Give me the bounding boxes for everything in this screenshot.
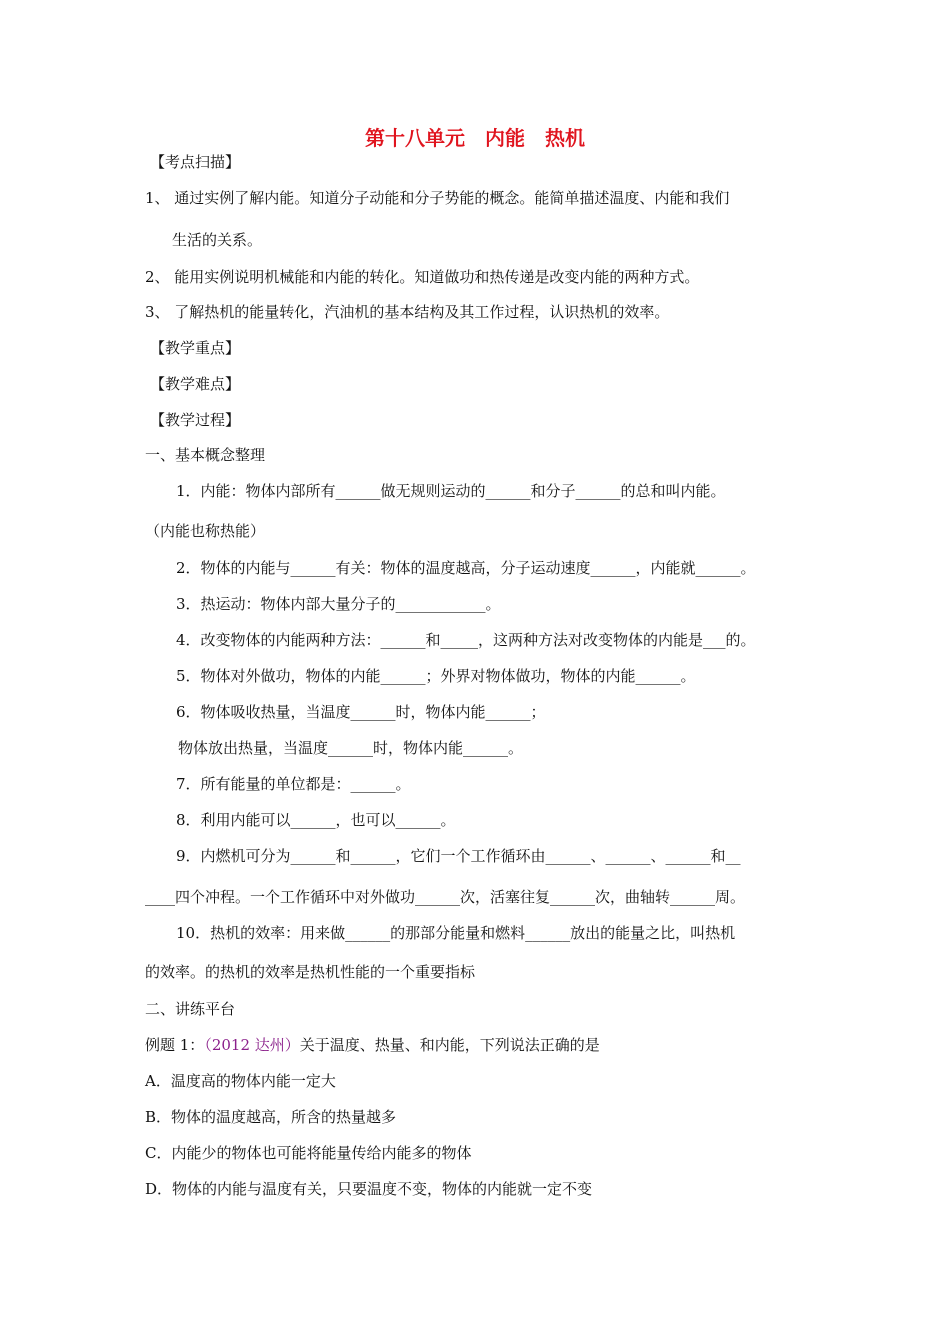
concept-item: 3．热运动：物体内部大量分子的____________。 <box>176 595 501 613</box>
option-b: B．物体的温度越高，所含的热量越多 <box>145 1108 397 1126</box>
part2-heading: 二、讲练平台 <box>145 1000 236 1018</box>
objective-2: 2、 能用实例说明机械能和内能的转化。知道做功和热传递是改变内能的两种方式。 <box>145 268 700 286</box>
page-title: 第十八单元 内能 热机 <box>365 126 585 150</box>
concept-item: 9．内燃机可分为______和______，它们一个工作循环由______、______、______和__ <box>176 847 741 865</box>
concept-item: 6．物体吸收热量，当温度______时，物体内能______； <box>176 703 546 721</box>
section-process: 【教学过程】 <box>150 411 241 429</box>
option-a: A．温度高的物体内能一定大 <box>145 1072 336 1090</box>
part1-heading: 一、基本概念整理 <box>145 446 266 464</box>
concept-item: 物体放出热量，当温度______时，物体内能______。 <box>178 739 524 757</box>
concept-item: 7．所有能量的单位都是：______。 <box>176 775 411 793</box>
concept-item: ____四个冲程。一个工作循环中对外做功______次，活塞往复______次，曲轴转______周。 <box>145 888 746 906</box>
example-question <box>145 1035 600 1055</box>
example-label: 例题 1： <box>145 1036 205 1054</box>
option-d: D．物体的内能与温度有关，只要温度不变，物体的内能就一定不变 <box>145 1180 593 1198</box>
concept-item: 4．改变物体的内能两种方法：______和_____，这两种方法对改变物体的内能是___的。 <box>176 631 756 649</box>
concept-item: （内能也称热能） <box>145 522 266 540</box>
objective-1-cont: 生活的关系。 <box>172 231 263 249</box>
option-c: C．内能少的物体也可能将能量传给内能多的物体 <box>145 1144 472 1162</box>
section-focus: 【教学重点】 <box>150 339 241 357</box>
objective-3: 3、 了解热机的能量转化，汽油机的基本结构及其工作过程，认识热机的效率。 <box>145 303 670 321</box>
example-source: （2012 达州） <box>204 1036 300 1054</box>
concept-item: 10．热机的效率：用来做______的那部分能量和燃料______放出的能量之比，叫热机 <box>176 924 736 942</box>
concept-item: 2．物体的内能与______有关：物体的温度越高，分子运动速度______，内能就______。 <box>176 559 756 577</box>
concept-item: 1．内能：物体内部所有______做无规则运动的______和分子______的总和叫内能。 <box>176 482 726 500</box>
concept-item: 8．利用内能可以______，也可以______。 <box>176 811 456 829</box>
example-text: 关于温度、热量、和内能，下列说法正确的是 <box>299 1036 600 1054</box>
objective-1: 1、 通过实例了解内能。知道分子动能和分子势能的概念。能简单描述温度、内能和我们 <box>145 189 730 207</box>
concept-item: 5．物体对外做功，物体的内能______；外界对物体做功，物体的内能______。 <box>176 667 696 685</box>
concept-item: 的效率。的热机的效率是热机性能的一个重要指标 <box>145 963 476 981</box>
section-scan: 【考点扫描】 <box>150 153 241 171</box>
section-difficulty: 【教学难点】 <box>150 375 241 393</box>
